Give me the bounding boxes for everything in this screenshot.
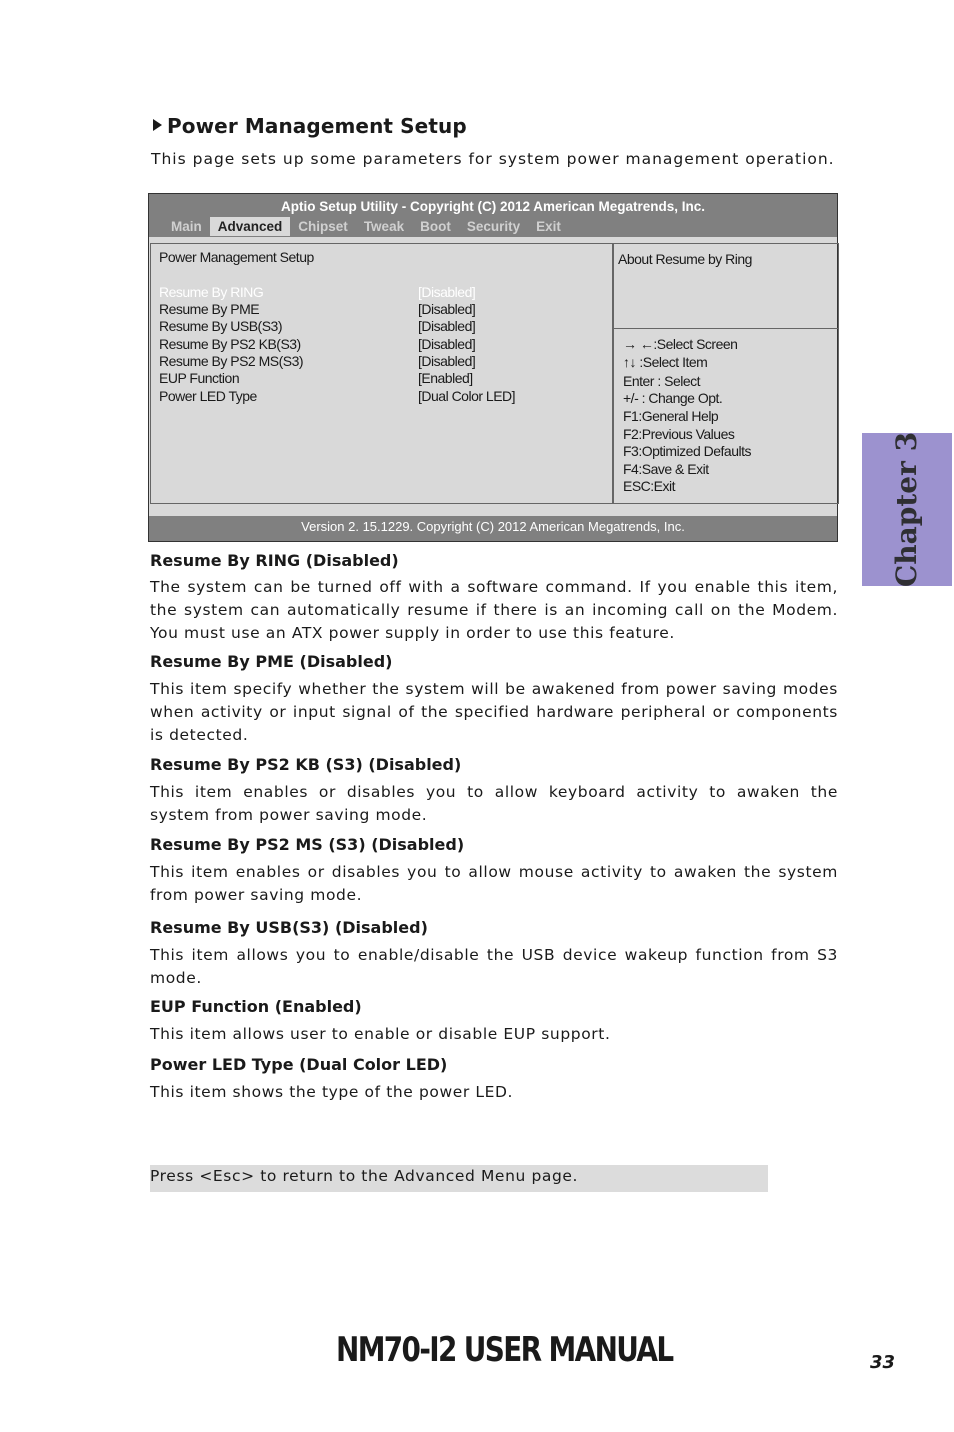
key-hint: +/- : Change Opt. <box>623 390 723 406</box>
bios-option-label: Resume By RING <box>159 284 264 300</box>
key-hint: Enter : Select <box>623 373 701 389</box>
key-hint: → ←:Select Screen <box>623 336 738 352</box>
bios-option-row <box>159 284 599 302</box>
key-hint: ↑↓ :Select Item <box>623 354 708 370</box>
item-heading: Power LED Type (Dual Color LED) <box>150 1055 448 1074</box>
bios-option-value: [Disabled] <box>418 353 476 369</box>
bios-option-value: [Disabled] <box>418 318 476 334</box>
manual-title: NM70-I2 USER MANUAL <box>336 1330 673 1370</box>
section-intro: This page sets up some parameters for system power management operation. <box>151 150 835 168</box>
item-description: The system can be turned off with a software command. If you enable this item, the system can automatically resume if there is an incoming call on the Modem. You must use an ATX power supply in order to use this feature. <box>150 578 838 642</box>
bios-options-panel <box>150 243 614 504</box>
bios-option-label: Resume By PS2 MS(S3) <box>159 353 304 369</box>
bios-tab-main: Main <box>171 219 202 234</box>
bios-option-row <box>159 301 599 319</box>
bios-header <box>149 194 837 237</box>
bios-option-row <box>159 370 599 388</box>
page-number: 33 <box>870 1352 896 1373</box>
bios-panel-title: Power Management Setup <box>159 249 314 265</box>
bios-tab-bar <box>163 217 569 236</box>
esc-note: Press <Esc> to return to the Advanced Menu page. <box>150 1165 768 1192</box>
item-description: This item shows the type of the power LED. <box>150 1083 514 1101</box>
chapter-tab <box>862 433 952 586</box>
bios-option-value: [Disabled] <box>418 301 476 317</box>
bios-tab-boot: Boot <box>420 219 451 234</box>
section-title <box>153 114 467 138</box>
bios-tab-chipset: Chipset <box>298 219 348 234</box>
bios-option-value: [Dual Color LED] <box>418 388 516 404</box>
bios-option-label: Resume By PME <box>159 301 260 317</box>
bios-option-label: Resume By USB(S3) <box>159 318 282 334</box>
bios-option-label: EUP Function <box>159 370 240 386</box>
item-description: This item specify whether the system will be awakened from power saving modes when activity or input signal of the specified hardware peripheral or components is detected. <box>150 680 838 744</box>
triangle-right-icon <box>153 119 162 131</box>
item-heading: Resume By PS2 KB (S3) (Disabled) <box>150 755 462 774</box>
bios-tab-exit: Exit <box>536 219 561 234</box>
item-heading: Resume By PS2 MS (S3) (Disabled) <box>150 835 465 854</box>
bios-option-row <box>159 318 599 336</box>
bios-footer: Version 2. 15.1229. Copyright (C) 2012 American Megatrends, Inc. <box>149 516 837 541</box>
chapter-label: Chapter 3 <box>890 431 924 588</box>
bios-help-title: About Resume by Ring <box>618 251 752 267</box>
bios-screenshot <box>148 193 838 542</box>
item-description: This item enables or disables you to allow mouse activity to awaken the system from power saving mode. <box>150 863 838 904</box>
bios-help-divider <box>613 328 838 329</box>
bios-tab-advanced: Advanced <box>210 217 291 236</box>
key-hint: F4:Save & Exit <box>623 461 709 477</box>
bios-title: Aptio Setup Utility - Copyright (C) 2012 American Megatrends, Inc. <box>280 199 706 214</box>
key-hint: F1:General Help <box>623 408 719 424</box>
item-description: This item enables or disables you to allow keyboard activity to awaken the system from power saving mode. <box>150 783 838 824</box>
bios-tab-security: Security <box>466 219 521 234</box>
key-hint: F3:Optimized Defaults <box>623 443 751 459</box>
bios-option-row <box>159 336 599 354</box>
item-heading: EUP Function (Enabled) <box>150 997 362 1016</box>
item-heading: Resume By USB(S3) (Disabled) <box>150 918 428 937</box>
bios-option-label: Power LED Type <box>159 388 257 404</box>
bios-option-value: [Enabled] <box>418 370 473 386</box>
item-heading: Resume By RING (Disabled) <box>150 551 399 570</box>
bios-option-value: [Disabled] <box>418 336 476 352</box>
item-heading: Resume By PME (Disabled) <box>150 652 393 671</box>
key-hint: F2:Previous Values <box>623 426 735 442</box>
bios-option-row <box>159 388 599 406</box>
bios-option-row <box>159 353 599 371</box>
section-title-text: Power Management Setup <box>167 114 467 138</box>
item-description: This item allows user to enable or disable EUP support. <box>150 1025 611 1043</box>
bios-tab-tweak: Tweak <box>363 219 405 234</box>
bios-help-panel <box>612 243 839 504</box>
item-description: This item allows you to enable/disable the USB device wakeup function from S3 mode. <box>150 946 838 987</box>
key-hint: ESC:Exit <box>623 478 676 494</box>
bios-option-label: Resume By PS2 KB(S3) <box>159 336 301 352</box>
bios-option-value: [Disabled] <box>418 284 476 300</box>
